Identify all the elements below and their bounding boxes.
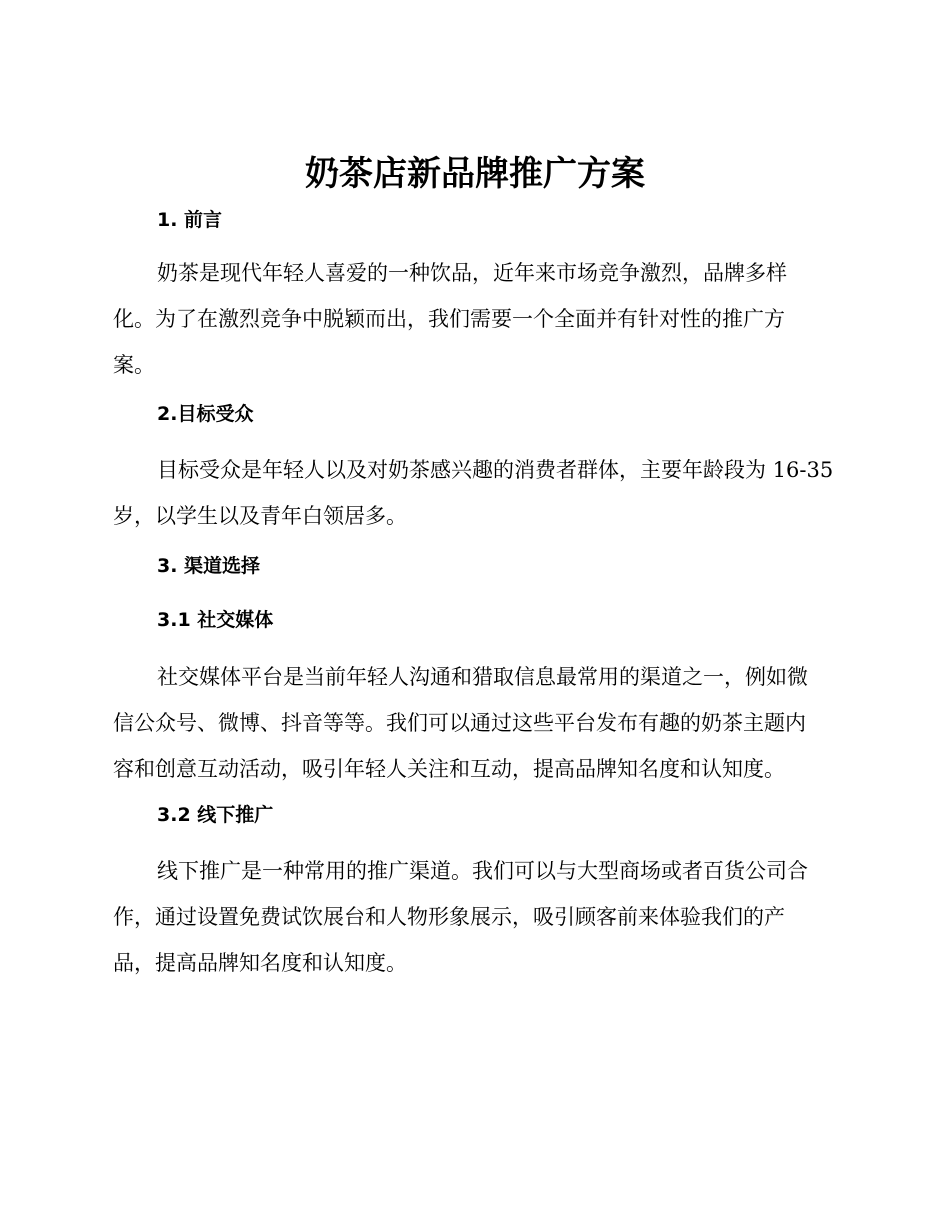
section-heading-channels: 3. 渠道选择 (157, 555, 261, 577)
paragraph-line: 化。为了在激烈竞争中脱颖而出，我们需要一个全面并有针对性的推广方 (113, 307, 785, 331)
document-title: 奶茶店新品牌推广方案 (305, 154, 645, 194)
paragraph-line: 岁，以学生以及青年白领居多。 (113, 504, 407, 528)
section-paragraph-target-audience (113, 447, 841, 539)
section-paragraph-preface (113, 250, 841, 388)
section-paragraph-social-media (113, 654, 841, 792)
section-heading-social-media: 3.1 社交媒体 (157, 609, 274, 631)
section-heading-target-audience: 2.目标受众 (157, 403, 254, 425)
paragraph-line: 作，通过设置免费试饮展台和人物形象展示，吸引顾客前来体验我们的产 (113, 905, 785, 929)
paragraph-line: 信公众号、微博、抖音等等。我们可以通过这些平台发布有趣的奶茶主题内 (113, 711, 806, 735)
paragraph-line: 容和创意互动活动，吸引年轻人关注和互动，提高品牌知名度和认知度。 (113, 757, 785, 781)
paragraph-line: 案。 (113, 353, 155, 377)
section-heading-offline-promotion: 3.2 线下推广 (157, 804, 274, 826)
section-heading-preface: 1. 前言 (157, 209, 223, 231)
paragraph-line: 社交媒体平台是当前年轻人沟通和猎取信息最常用的渠道之一，例如微 (157, 665, 808, 689)
section-paragraph-offline-promotion (113, 848, 841, 986)
paragraph-line: 品，提高品牌知名度和认知度。 (113, 951, 407, 975)
paragraph-line: 目标受众是年轻人以及对奶茶感兴趣的消费者群体，主要年龄段为 16-35 (157, 458, 834, 482)
paragraph-line: 线下推广是一种常用的推广渠道。我们可以与大型商场或者百货公司合 (157, 859, 808, 883)
paragraph-line: 奶茶是现代年轻人喜爱的一种饮品，近年来市场竞争激烈，品牌多样 (157, 261, 787, 285)
